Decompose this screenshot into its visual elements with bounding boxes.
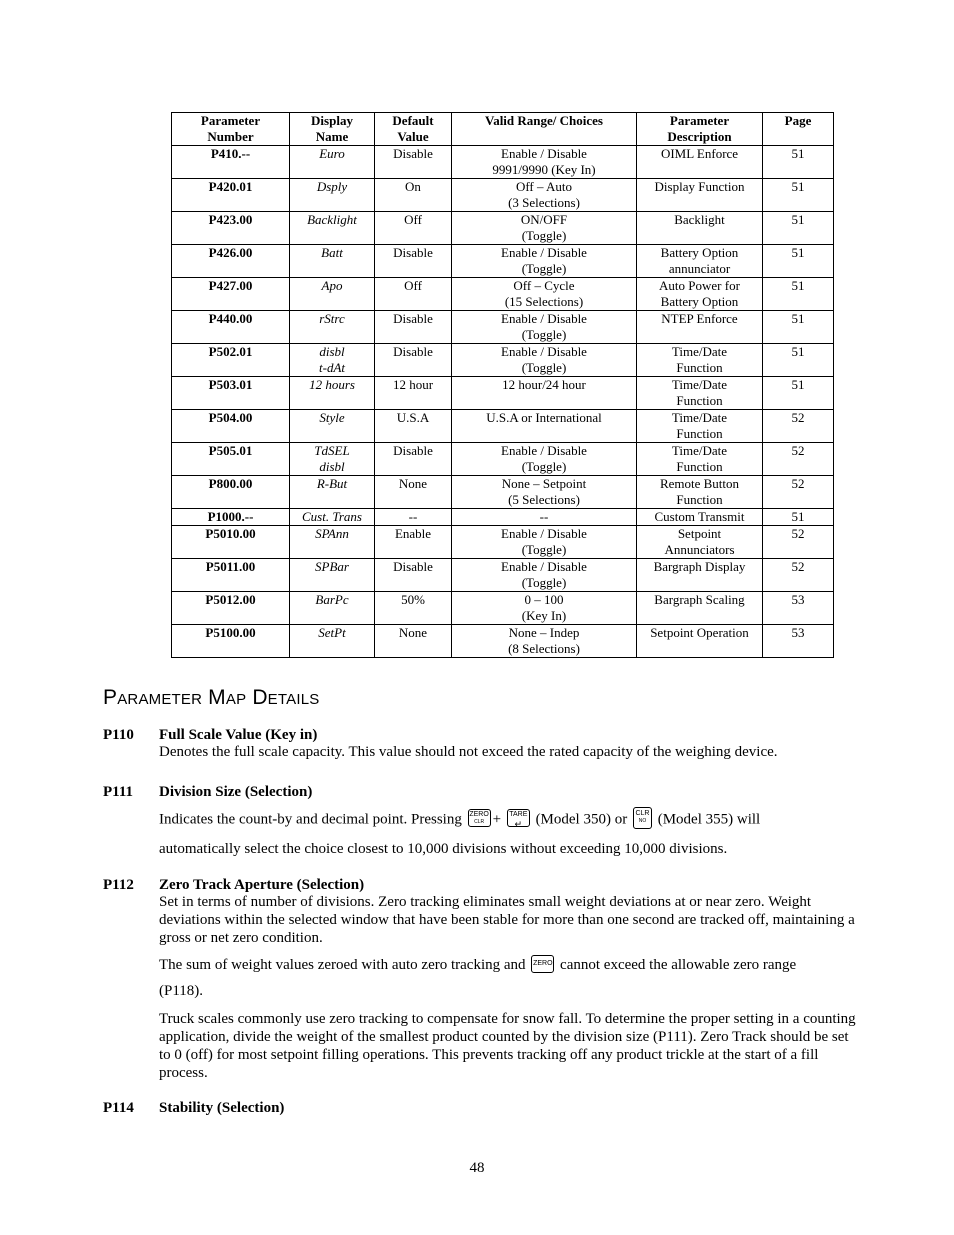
table-row: [172, 146, 834, 179]
cell-line: --: [539, 509, 549, 524]
cell-line: Annunciators: [664, 542, 735, 557]
header-line: Description: [667, 129, 732, 144]
parameter-number-cell: P5010.00: [172, 526, 290, 559]
description-cell: [637, 509, 763, 526]
description-cell: [637, 278, 763, 311]
display-name-cell: [290, 311, 375, 344]
cell-line: Auto Power for: [659, 278, 740, 293]
page-cell: 51: [763, 179, 834, 212]
parameter-table: [171, 112, 834, 658]
default-value-cell: Off: [375, 212, 452, 245]
cell-line: Battery Option: [660, 294, 739, 309]
entry-p112: [103, 876, 863, 1086]
cell-line: (Toggle): [521, 261, 567, 276]
display-name-cell: [290, 146, 375, 179]
valid-range-cell: [452, 526, 637, 559]
cell-line: None – Indep: [508, 625, 580, 640]
page-cell: 52: [763, 476, 834, 509]
table-row: [172, 625, 834, 658]
entry-paragraph: (P118).: [159, 982, 204, 999]
valid-range-cell: [452, 245, 637, 278]
header-line: Display: [311, 113, 353, 128]
default-value-cell: Off: [375, 278, 452, 311]
parameter-number-cell: P505.01: [172, 443, 290, 476]
valid-range-cell: [452, 509, 637, 526]
cell-line: Euro: [319, 146, 345, 161]
cell-line: Display Function: [654, 179, 745, 194]
description-cell: [637, 344, 763, 377]
valid-range-cell: [452, 476, 637, 509]
entry-paragraph: Truck scales commonly use zero tracking to compensate for snow fall. To determine the proper setting in a counting application, divide the weight of the smallest product counted by the division size (P111). Zero Track should be set to 0 (off) for most setpoint filling operations. This prevents tracking off any product trickle at the start of a fill process.: [159, 1010, 856, 1081]
entry-title: Full Scale Value (Key in): [159, 727, 318, 743]
page-cell: 53: [763, 625, 834, 658]
cell-line: Enable / Disable: [501, 443, 587, 458]
display-name-cell: [290, 245, 375, 278]
parameter-number-cell: P440.00: [172, 311, 290, 344]
cell-line: (15 Selections): [504, 294, 584, 309]
cell-line: Cust. Trans: [302, 509, 362, 524]
cell-line: rStrc: [319, 311, 345, 326]
entry-paragraph: Set in terms of number of divisions. Zero tracking eliminates small weight deviations at or near zero. Weight deviations within the selected window that have been stable for more than one second are tracked off, maintaining a gross or net zero condition.: [159, 894, 855, 946]
entry-title: Division Size (Selection): [159, 784, 313, 800]
cell-line: Enable / Disable: [501, 146, 587, 161]
key-top-label: ZERO: [469, 811, 489, 818]
cell-line: Enable / Disable: [501, 526, 587, 541]
display-name-cell: [290, 592, 375, 625]
default-value-cell: Disable: [375, 443, 452, 476]
valid-range-cell: [452, 146, 637, 179]
display-name-cell: [290, 179, 375, 212]
display-name-cell: [290, 212, 375, 245]
cell-line: Function: [676, 492, 723, 507]
table-row: [172, 476, 834, 509]
entry-p114: [103, 1099, 863, 1119]
display-name-cell: [290, 377, 375, 410]
zero-clr-key-icon: [468, 809, 491, 827]
cell-line: Time/Date: [671, 344, 728, 359]
cell-line: SPAnn: [315, 526, 349, 541]
cell-line: Enable / Disable: [501, 245, 587, 260]
cell-line: Backlight: [307, 212, 357, 227]
cell-line: disbl: [319, 459, 345, 474]
page-cell: 51: [763, 377, 834, 410]
table-row: [172, 509, 834, 526]
text-fragment: cannot exceed the allowable zero range: [560, 957, 797, 973]
display-name-cell: [290, 443, 375, 476]
table-row: [172, 179, 834, 212]
default-value-cell: None: [375, 476, 452, 509]
key-top-label: TARE: [509, 811, 528, 818]
entry-code: P114: [103, 1100, 134, 1116]
cell-line: Battery Option: [660, 245, 739, 260]
cell-line: (8 Selections): [508, 641, 580, 656]
default-value-cell: Enable: [375, 526, 452, 559]
description-cell: [637, 526, 763, 559]
text-fragment: (Model 355) will: [657, 811, 761, 828]
page-cell: 51: [763, 509, 834, 526]
page-cell: 51: [763, 344, 834, 377]
display-name-cell: [290, 509, 375, 526]
description-cell: [637, 410, 763, 443]
valid-range-cell: [452, 443, 637, 476]
table-row: [172, 526, 834, 559]
page-cell: 51: [763, 278, 834, 311]
default-value-cell: 50%: [375, 592, 452, 625]
entry-paragraph: [159, 956, 859, 975]
parameter-number-cell: P504.00: [172, 410, 290, 443]
entry-code: P110: [103, 727, 134, 743]
cell-line: Enable / Disable: [501, 559, 587, 574]
cell-line: Bargraph Display: [653, 559, 746, 574]
key-top-label: ZERO: [533, 959, 553, 967]
zero-key-icon: [531, 955, 554, 973]
default-value-cell: Disable: [375, 245, 452, 278]
cell-line: disbl: [319, 344, 345, 359]
column-header: [172, 113, 290, 146]
entry-p111: [103, 783, 863, 855]
page-cell: 51: [763, 311, 834, 344]
table-row: [172, 559, 834, 592]
header-line: Number: [207, 129, 254, 144]
cell-line: Dsply: [316, 179, 348, 194]
column-header: [290, 113, 375, 146]
description-cell: [637, 245, 763, 278]
cell-line: R-But: [316, 476, 348, 491]
cell-line: Batt: [321, 245, 343, 260]
entry-code: P112: [103, 877, 134, 893]
valid-range-cell: [452, 377, 637, 410]
header-line: Valid Range/ Choices: [485, 113, 603, 128]
valid-range-cell: [452, 344, 637, 377]
cell-line: SPBar: [315, 559, 349, 574]
header-line: Parameter: [669, 113, 730, 128]
cell-line: (3 Selections): [508, 195, 580, 210]
cell-line: (Key In): [521, 608, 567, 623]
table-row: [172, 592, 834, 625]
cell-line: (Toggle): [521, 542, 567, 557]
description-cell: [637, 592, 763, 625]
parameter-number-cell: P427.00: [172, 278, 290, 311]
cell-line: Backlight: [674, 212, 725, 227]
page-cell: 51: [763, 212, 834, 245]
header-line: Value: [397, 129, 429, 144]
cell-line: Time/Date: [671, 443, 728, 458]
page-cell: 52: [763, 410, 834, 443]
description-cell: [637, 146, 763, 179]
cell-line: Apo: [321, 278, 343, 293]
default-value-cell: Disable: [375, 344, 452, 377]
column-header: [763, 113, 834, 146]
cell-line: Enable / Disable: [501, 311, 587, 326]
cell-line: Function: [676, 360, 723, 375]
parameter-number-cell: P5012.00: [172, 592, 290, 625]
column-header: [452, 113, 637, 146]
header-line: Page: [784, 113, 812, 128]
table-row: [172, 344, 834, 377]
default-value-cell: None: [375, 625, 452, 658]
entry-p110: [103, 726, 863, 766]
key-top-label: CLR: [635, 810, 650, 817]
parameter-number-cell: P800.00: [172, 476, 290, 509]
valid-range-cell: [452, 559, 637, 592]
page-cell: 51: [763, 146, 834, 179]
display-name-cell: [290, 559, 375, 592]
table-row: [172, 245, 834, 278]
cell-line: NTEP Enforce: [661, 311, 738, 326]
parameter-number-cell: P502.01: [172, 344, 290, 377]
page-cell: 52: [763, 443, 834, 476]
parameter-number-cell: P5011.00: [172, 559, 290, 592]
default-value-cell: --: [375, 509, 452, 526]
table-row: [172, 443, 834, 476]
entry-text: [159, 809, 859, 831]
parameter-number-cell: P5100.00: [172, 625, 290, 658]
default-value-cell: On: [375, 179, 452, 212]
cell-line: Off – Cycle: [513, 278, 575, 293]
column-header: [375, 113, 452, 146]
valid-range-cell: [452, 179, 637, 212]
cell-line: (Toggle): [521, 228, 567, 243]
entry-title: Stability (Selection): [159, 1100, 285, 1116]
cell-line: Off – Auto: [515, 179, 573, 194]
cell-line: (5 Selections): [508, 492, 580, 507]
text-fragment: (Model 350) or: [535, 811, 628, 828]
cell-line: Style: [319, 410, 345, 425]
display-name-cell: [290, 625, 375, 658]
cell-line: BarPc: [315, 592, 349, 607]
cell-line: t-dAt: [319, 360, 345, 375]
display-name-cell: [290, 410, 375, 443]
cell-line: (Toggle): [521, 459, 567, 474]
default-value-cell: U.S.A: [375, 410, 452, 443]
description-cell: [637, 179, 763, 212]
cell-line: 12 hour/24 hour: [502, 377, 586, 392]
parameter-number-cell: P423.00: [172, 212, 290, 245]
display-name-cell: [290, 344, 375, 377]
cell-line: OIML Enforce: [660, 146, 739, 161]
cell-line: Remote Button: [659, 476, 740, 491]
cell-line: Function: [676, 459, 723, 474]
table-row: [172, 410, 834, 443]
clr-no-key-icon: [633, 807, 652, 829]
section-title: Parameter Map Details: [103, 686, 320, 709]
parameter-number-cell: P426.00: [172, 245, 290, 278]
cell-line: U.S.A or International: [486, 410, 602, 425]
cell-line: Function: [676, 426, 723, 441]
entry-text: automatically select the choice closest to 10,000 divisions without exceeding 10,000 divisions.: [159, 841, 728, 857]
default-value-cell: Disable: [375, 559, 452, 592]
parameter-number-cell: P1000.--: [172, 509, 290, 526]
valid-range-cell: [452, 592, 637, 625]
header-line: Parameter: [200, 113, 261, 128]
description-cell: [637, 377, 763, 410]
entry-text: Denotes the full scale capacity. This value should not exceed the rated capacity of the weighing device.: [159, 744, 778, 760]
default-value-cell: Disable: [375, 146, 452, 179]
table-row: [172, 278, 834, 311]
cell-line: SetPt: [318, 625, 346, 640]
cell-line: Time/Date: [671, 410, 728, 425]
key-bottom-label: ↵: [514, 819, 523, 829]
display-name-cell: [290, 476, 375, 509]
valid-range-cell: [452, 625, 637, 658]
cell-line: (Toggle): [521, 327, 567, 342]
valid-range-cell: [452, 278, 637, 311]
cell-line: annunciator: [668, 261, 731, 276]
page-cell: 52: [763, 559, 834, 592]
display-name-cell: [290, 526, 375, 559]
cell-line: 9991/9990 (Key In): [492, 162, 596, 177]
default-value-cell: Disable: [375, 311, 452, 344]
cell-line: Function: [676, 393, 723, 408]
page-cell: 51: [763, 245, 834, 278]
cell-line: Enable / Disable: [501, 344, 587, 359]
column-header: [637, 113, 763, 146]
header-line: Name: [315, 129, 349, 144]
cell-line: 12 hours: [309, 377, 355, 392]
cell-line: (Toggle): [521, 360, 567, 375]
table-row: [172, 377, 834, 410]
text-fragment: The sum of weight values zeroed with auto zero tracking and: [159, 957, 526, 973]
table-body: [172, 146, 834, 658]
table-row: [172, 212, 834, 245]
cell-line: Custom Transmit: [654, 509, 745, 524]
plus-sign: +: [492, 811, 502, 828]
description-cell: [637, 559, 763, 592]
default-value-cell: 12 hour: [375, 377, 452, 410]
valid-range-cell: [452, 410, 637, 443]
description-cell: [637, 212, 763, 245]
tare-key-icon: [507, 809, 530, 827]
cell-line: (Toggle): [521, 575, 567, 590]
entry-code: P111: [103, 784, 134, 800]
cell-line: TdSEL: [314, 443, 350, 458]
key-bottom-label: CLR: [474, 819, 485, 825]
parameter-number-cell: P420.01: [172, 179, 290, 212]
parameter-number-cell: P503.01: [172, 377, 290, 410]
cell-line: 0 – 100: [524, 592, 564, 607]
cell-line: None – Setpoint: [501, 476, 587, 491]
text-fragment: Indicates the count-by and decimal point. Pressing: [159, 811, 462, 828]
page-number: 48: [469, 1160, 485, 1176]
description-cell: [637, 311, 763, 344]
cell-line: Setpoint: [677, 526, 722, 541]
description-cell: [637, 625, 763, 658]
key-bottom-label: NO: [638, 818, 647, 824]
table-row: [172, 311, 834, 344]
cell-line: Time/Date: [671, 377, 728, 392]
header-line: Default: [392, 113, 434, 128]
description-cell: [637, 443, 763, 476]
page-cell: 53: [763, 592, 834, 625]
valid-range-cell: [452, 212, 637, 245]
entry-title: Zero Track Aperture (Selection): [159, 877, 365, 893]
valid-range-cell: [452, 311, 637, 344]
display-name-cell: [290, 278, 375, 311]
cell-line: Setpoint Operation: [650, 625, 749, 640]
parameter-number-cell: P410.--: [172, 146, 290, 179]
cell-line: ON/OFF: [520, 212, 568, 227]
cell-line: Bargraph Scaling: [654, 592, 745, 607]
page-cell: 52: [763, 526, 834, 559]
description-cell: [637, 476, 763, 509]
table-header-row: [172, 113, 834, 146]
